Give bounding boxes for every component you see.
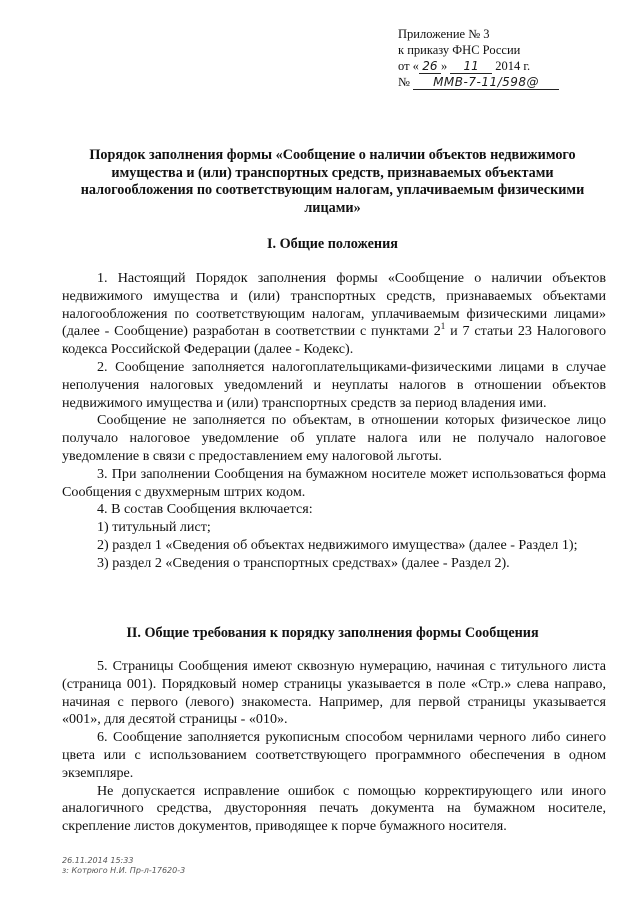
paragraph-8: 3) раздел 2 «Сведения о транспортных средствах» (далее - Раздел 2). (97, 554, 510, 571)
registration-stamp (62, 856, 185, 876)
stamp-author: з: Котрюго Н.И. Пр-л-17620-3 (62, 866, 186, 875)
paragraph-1-text: 1. Настоящий Порядок заполнения формы «Сообщение о наличии объектов недвижимого имущества и (или) транспортных средств, признаваемых объектами налогообложения по соответствующим налогам, уплачиваемым физическими лицами» (далее - Сообщение) разработан в соответствии с пунктами 2 (62, 270, 606, 340)
paragraph-6: 1) титульный лист; (97, 519, 211, 536)
date-year: 2014 г. (495, 59, 531, 73)
date-month: 11 (450, 60, 492, 74)
date-prefix: от « (398, 59, 419, 73)
paragraph-3: Сообщение не заполняется по объектам, в отношении которых физическое лицо получало налоговое уведомление об уплате налога или не получало налоговое уведомление в связи с предоставлением ему налоговой льготы. (62, 412, 606, 464)
paragraph-1 (62, 270, 606, 359)
paragraph-7: 2) раздел 1 «Сведения об объектах недвижимого имущества» (далее - Раздел 1); (97, 536, 578, 553)
stamp-date: 26.11.2014 15:33 (62, 856, 134, 865)
date-mid: » (440, 59, 448, 73)
section-2-body (62, 658, 606, 836)
paragraph-11: Не допускается исправление ошибок с помощью корректирующего или иного аналогичного средства, двусторонняя печать документа на бумажном носителе, скрепление листов документов, приводящее к порче бумажного носителя. (62, 782, 606, 835)
order-number: ММВ-7-11/598@ (413, 76, 559, 90)
paragraph-10: 6. Сообщение заполняется рукописным способом чернилами черного либо синего цвета или с использованием соответствующего программного обеспечения в одном экземпляре. (62, 729, 606, 781)
paragraph-9: 5. Страницы Сообщения имеют сквозную нумерацию, начиная с титульного листа (страница 001). Порядковый номер страницы указывается в поле «Стр.» слева направо, начиная с первого (левого) знакоместа. Например, для первой страницы указывается «001», для десятой страницы - «010». (62, 658, 606, 728)
appendix-order-number (398, 74, 628, 90)
paragraph-2: 2. Сообщение заполняется налогоплательщиками-физическими лицами в случае неполучения налоговых уведомлений и неуплаты налогов в отношении объектов недвижимого имущества и (или) транспортных средств за период владения ими. (62, 358, 606, 411)
section-2-heading: II. Общие требования к порядку заполнения формы Сообщения (126, 625, 539, 641)
paragraph-1-sup: 1 (440, 321, 446, 332)
date-day: 26 (419, 60, 441, 74)
document-title: Порядок заполнения формы «Сообщение о наличии объектов недвижимого имущества и (или) транспортных средств, признаваемых объектами налогообложения по соответствующим налогам, уплачиваемым физическими лицами» (80, 147, 585, 216)
paragraph-4: 3. При заполнении Сообщения на бумажном носителе может использоваться форма Сообщения с двухмерным штрих кодом. (62, 465, 606, 500)
paragraph-1-text-end: и 7 статьи 23 Налогового кодекса Российской Федерации (далее - Кодекс). (62, 323, 606, 358)
appendix-date (398, 58, 628, 74)
number-prefix: № (398, 75, 410, 89)
section-1-heading: I. Общие положения (267, 236, 398, 252)
section-1-body (62, 270, 606, 573)
paragraph-5: 4. В состав Сообщения включается: (97, 501, 313, 518)
appendix-order: к приказу ФНС России (398, 43, 521, 57)
appendix-header (398, 26, 628, 90)
appendix-number: Приложение № 3 (398, 27, 490, 41)
